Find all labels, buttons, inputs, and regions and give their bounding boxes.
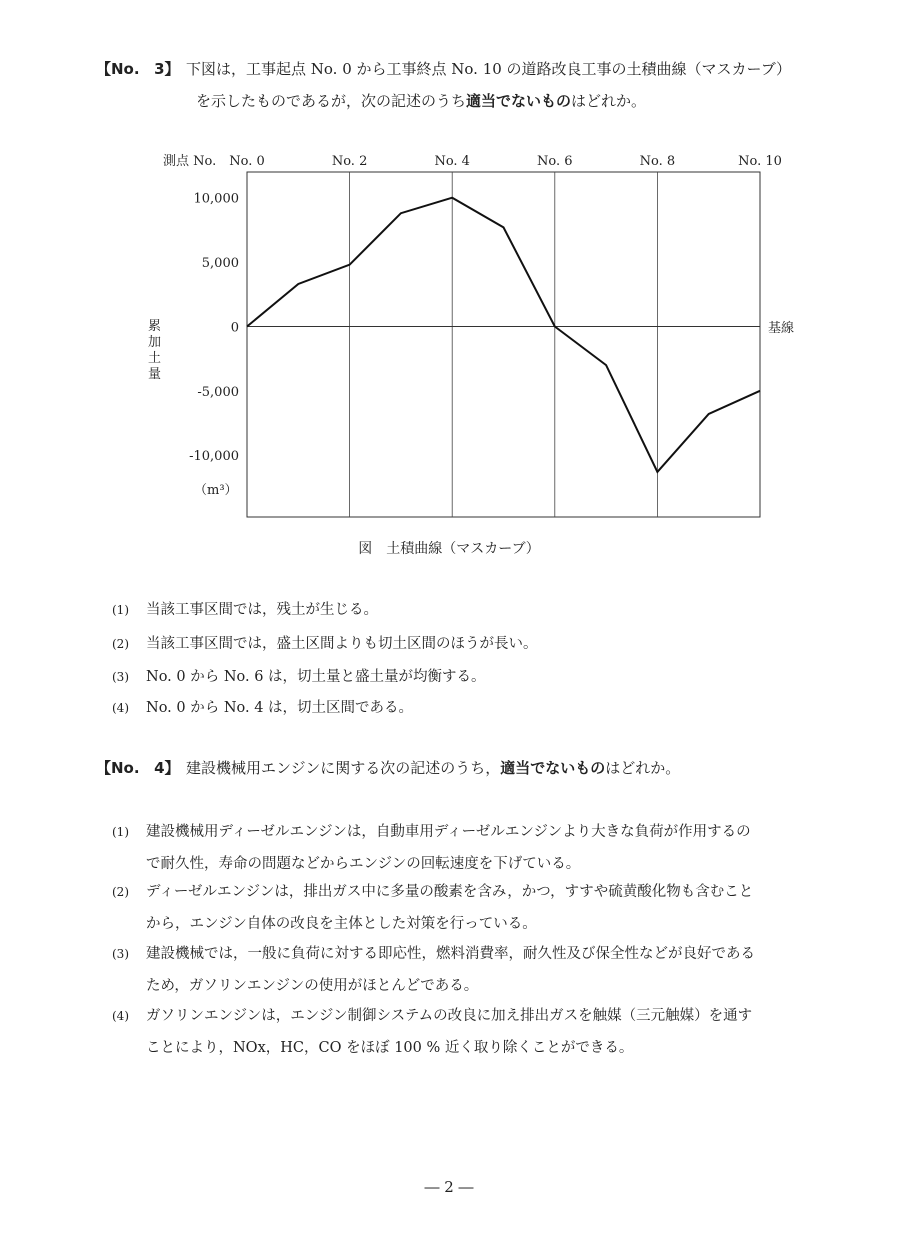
q4-option-2: (2) ディーゼルエンジンは，排出ガス中に多量の酸素を含み，かつ，すすや硫黄酸化物も含むこと xyxy=(112,884,754,900)
y-axis-label-char: 累 xyxy=(148,319,162,334)
x-tick-label: No. 6 xyxy=(537,154,573,169)
question-3-number: 【No. 3】 xyxy=(96,60,180,78)
q4-option-4-cont: ことにより，NOx，HC，CO をほぼ 100 % 近く取り除くことができる。 xyxy=(146,1040,634,1056)
q4-option-2-cont: から，エンジン自体の改良を主体とした対策を行っている。 xyxy=(146,916,537,932)
page-number: ― 2 ― xyxy=(424,1178,474,1196)
y-axis-label xyxy=(148,319,161,382)
q4-option-3: (3) 建設機械では，一般に負荷に対する即応性，燃料消費率，耐久性及び保全性などが良好である xyxy=(112,946,755,962)
x-tick-label: No. 4 xyxy=(434,154,470,169)
q4-option-3-cont: ため，ガソリンエンジンの使用がほとんどである。 xyxy=(146,978,479,994)
q4-option-1: (1) 建設機械用ディーゼルエンジンは，自動車用ディーゼルエンジンより大きな負荷が作用するの xyxy=(112,824,751,840)
q4-option-4: (4) ガソリンエンジンは，エンジン制御システムの改良に加え排出ガスを触媒（三元触媒）を通す xyxy=(112,1008,753,1024)
y-tick-label: 10,000 xyxy=(193,191,239,207)
y-axis-label-char: 加 xyxy=(148,335,162,350)
q3-option-1: (1) 当該工事区間では，残土が生じる。 xyxy=(112,602,378,618)
y-unit-label: （m³） xyxy=(194,483,238,498)
figure-caption: 図 土積曲線（マスカーブ） xyxy=(358,541,540,557)
x-tick-label: No. 2 xyxy=(331,154,368,169)
question-3-text-line2: を示したものであるが，次の記述のうち適当でないものはどれか。 xyxy=(196,92,647,110)
x-tick-label: No. 0 xyxy=(229,154,265,169)
mass-curve-chart xyxy=(0,0,898,540)
y-tick-label: 0 xyxy=(230,320,239,336)
q3-option-2: (2) 当該工事区間では，盛土区間よりも切土区間のほうが長い。 xyxy=(112,636,538,652)
y-tick-label: -5,000 xyxy=(197,384,239,400)
q3-option-4: (4) No. 0 から No. 4 は，切土区間である。 xyxy=(112,700,414,716)
question-4-header: 【No. 4】 建設機械用エンジンに関する次の記述のうち，適当でないものはどれか。 xyxy=(96,753,680,783)
x-tick-label: No. 10 xyxy=(738,154,782,169)
question-3-text-line1: 下図は，工事起点 No. 0 から工事終点 No. 10 の道路改良工事の土積曲線（マスカーブ） xyxy=(186,60,791,78)
baseline-label: 基線 xyxy=(768,321,795,336)
y-tick-label: 5,000 xyxy=(201,256,239,272)
y-axis-label-char: 土 xyxy=(148,351,162,366)
question-4-number: 【No. 4】 xyxy=(96,759,180,777)
question-3-emphasis: 適当でないもの xyxy=(466,92,572,110)
mass-curve-line xyxy=(247,198,760,472)
q4-option-1-cont: で耐久性，寿命の問題などからエンジンの回転速度を下げている。 xyxy=(146,856,581,872)
x-tick-label: No. 8 xyxy=(639,154,676,169)
question-4-emphasis: 適当でないもの xyxy=(500,759,606,777)
y-axis-label-char: 量 xyxy=(148,367,162,382)
station-axis-label: 測点 No. xyxy=(163,154,217,169)
plot-frame xyxy=(247,172,760,517)
y-tick-label: -10,000 xyxy=(189,449,239,465)
q3-option-3: (3) No. 0 から No. 6 は，切土量と盛土量が均衡する。 xyxy=(112,669,486,685)
